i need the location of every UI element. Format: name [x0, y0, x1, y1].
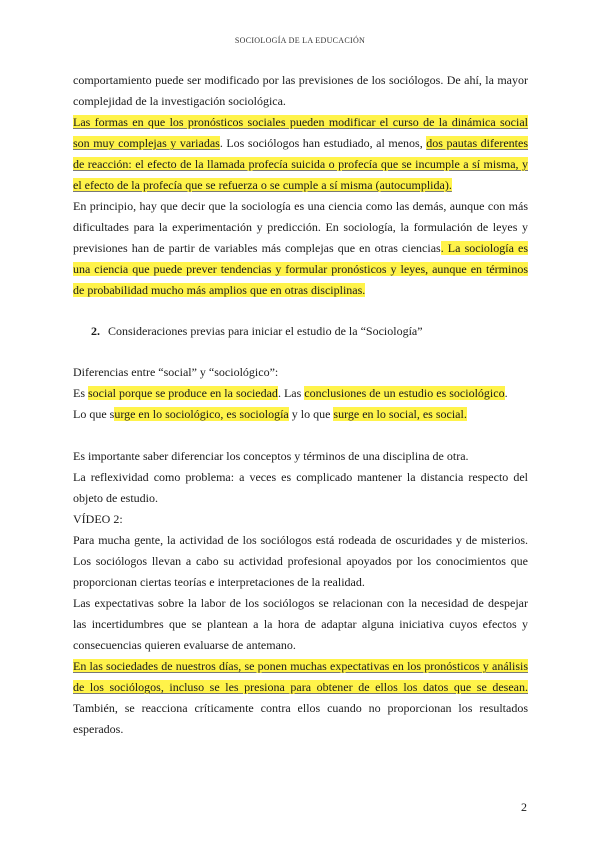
paragraph-video-3 [73, 656, 528, 740]
page-number: 2 [521, 800, 527, 814]
highlighted-text: . La sociología es una ciencia que puede prever tendencias y formular pronósticos y leyes, aunque en términos de probabilidad mucho más amplios que en otras disciplinas. [73, 241, 528, 297]
plain-text: . Las [277, 386, 305, 400]
paragraph-video-2: Las expectativas sobre la labor de los sociólogos se relacionan con la necesidad de despejar las incertidumbres que se plantean a la hora de adaptar alguna iniciativa cuyos efectos y consecuencias quieren evaluarse de antemano. [73, 596, 528, 652]
section-number: 2. [91, 324, 100, 338]
video-label: VÍDEO 2: [73, 512, 123, 526]
line-sociological [73, 404, 528, 425]
plain-text: . Los sociólogos han estudiado, al menos, [219, 136, 427, 150]
plain-text: Es [73, 386, 88, 400]
differences-title: Diferencias entre “social” y “sociológico”: [73, 365, 279, 379]
plain-text: Lo que s [73, 407, 115, 421]
plain-text: y lo que [288, 407, 334, 421]
paragraph-1: comportamiento puede ser modificado por las previsiones de los sociólogos. De ahí, la mayor complejidad de la investigación sociológica. [73, 73, 528, 108]
plain-text: . [504, 386, 508, 400]
section-heading [73, 321, 528, 342]
highlighted-text: urge en lo sociológico, es sociología [114, 407, 289, 421]
section-title: Consideraciones previas para iniciar el estudio de la “Sociología” [108, 324, 423, 338]
paragraph-importante: Es importante saber diferenciar los conceptos y términos de una disciplina de otra. [73, 449, 469, 463]
line-social [73, 383, 528, 404]
page-header: SOCIOLOGÍA DE LA EDUCACIÓN [234, 36, 366, 45]
paragraph-2 [73, 112, 528, 196]
highlighted-text: conclusiones de un estudio es sociológico [304, 386, 505, 400]
spacer [73, 425, 528, 446]
highlighted-text: social porque se produce en la sociedad [88, 386, 278, 400]
paragraph-3 [73, 196, 528, 301]
highlighted-text: surge en lo social, es social. [333, 407, 467, 421]
highlighted-text: En las sociedades de nuestros días, se ponen muchas expectativas en los pronósticos y análisis de los sociólogos, incluso se les presiona para obtener de ellos los datos que se desean. [73, 659, 528, 694]
paragraph-reflexividad: La reflexividad como problema: a veces es complicado mantener la distancia respecto del objeto de estudio. [73, 470, 528, 505]
paragraph-video-1: Para mucha gente, la actividad de los sociólogos está rodeada de oscuridades y de misterios. Los sociólogos llevan a cabo su actividad profesional apoyados por los conocimientos que proporcionan ciertas teorías e interpretaciones de la realidad. [73, 533, 528, 589]
plain-text: En principio, hay que decir que la sociología es una ciencia como las demás, aunque con más dificultades para la experimentación y predicción. En sociología, la formulación de leyes y previsiones han de partir de variables más complejas que en otras ciencias [73, 199, 528, 255]
document-body [73, 70, 528, 740]
plain-text: También, se reacciona críticamente contra ellos cuando no proporcionan los resultados esperados. [73, 701, 528, 736]
highlighted-text: Las formas en que los pronósticos sociales pueden modificar el curso de la dinámica social son muy complejas y variadas [73, 115, 528, 150]
highlighted-text: dos pautas diferentes de reacción: el efecto de la llamada profecía suicida o profecía que se incumple a sí misma, y el efecto de la profecía que se refuerza o se cumple a sí misma (autocumplida). [73, 136, 528, 192]
